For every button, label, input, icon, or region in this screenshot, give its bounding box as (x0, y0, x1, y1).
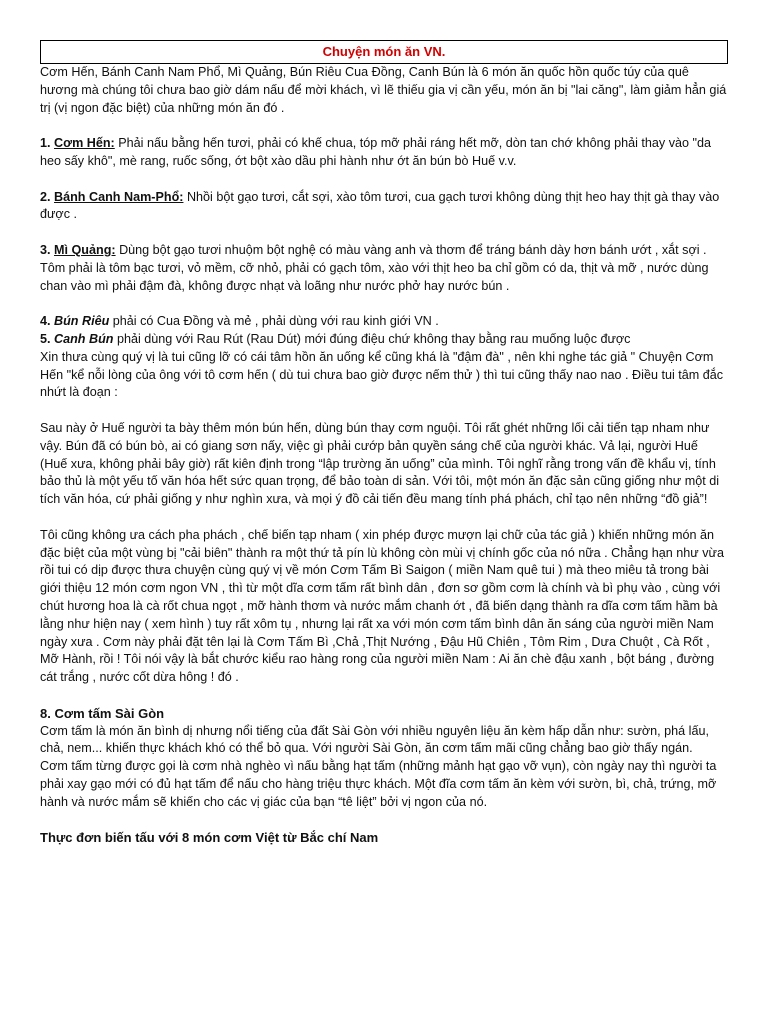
item-name: Canh Bún (54, 331, 114, 346)
section-8-paragraph-1: Cơm tấm là món ăn bình dị nhưng nổi tiếng của đất Sài Gòn với nhiều nguyên liệu ăn kèm hấp dẫn như: sườn, phá lấu, chả, nem... khiến thực khách khó có thể bỏ qua. Với người Sài Gòn, ăn cơm tấm mãi cũng chẳng bao giờ thấy ngán. (40, 723, 709, 756)
list-item-mi-quang: 3. Mì Quảng: Dùng bột gạo tươi nhuộm bột nghệ có màu vàng anh và thơm để tráng bánh dày hơn bánh ướt , xắt sợi . Tôm phải là tôm bạc tươi, vỏ mềm, cỡ nhỏ, phải có gạch tôm, xào với thịt heo ba chỉ gồm có da, thịt và mỡ , nước dùng chan vào mì phải đậm đà, không được nhạt và loãng như nước phở hay nước bún . (40, 242, 709, 293)
section-8-heading: 8. Cơm tấm Sài Gòn (40, 705, 165, 721)
response-paragraph: Xin thưa cùng quý vị là tui cũng lỡ có cái tâm hồn ăn uống kể cũng khá là "đậm đà" , nên khi nghe tác giả " Chuyện Cơm Hến "kể nỗi lòng của ông với tô cơm hến ( dù tui chưa bao giờ được nếm thử ) thì tui cũng thấy nao nao . Điều tui tâm đắc nhứt là đoạn : (40, 349, 724, 400)
list-item-banh-canh: 2. Bánh Canh Nam-Phổ: Nhồi bột gạo tươi, cắt sợi, xào tôm tươi, cua gạch tươi không dùng thịt heo hay thịt gà thay vào được . (40, 189, 720, 222)
document-title: Chuyện món ăn VN. (322, 44, 446, 59)
quote-paragraph: Sau này ở Huế người ta bày thêm món bún hến, dùng bún thay cơm nguội. Tôi rất ghét những lối cải tiến tạp nham như vậy. Bún đã có bún bò, ai có giang sơn nấy, việc gì phải cướp bản quyền sáng chế của người khác. Vả lại, người Huế (Huế xưa, không phải bây giờ) rất kiên định trong “lập trường ăn uống” của mình. Tôi nghĩ rằng trong vấn đề khẩu vị, tính bảo thủ là một yếu tố văn hóa hết sức quan trọng, để bảo toàn di sản. Với tôi, một món ăn đặc sản cũng giống như một di tích văn hóa, cứ phải giống y như nghìn xưa, và mọi ý đồ cải tiến đều mang tính phá phách, chỉ tạo nên những “đồ giả”! (40, 420, 720, 507)
list-item-com-hen: 1. Cơm Hến: Phải nấu bằng hến tươi, phải có khế chua, tóp mỡ phải ráng hết mỡ, dòn tan chớ không phải thay vào "da heo sấy khô", mè rang, ruốc sống, ớt bột xào dầu phi hành như ớt ăn bún bò Huế v.v. (40, 136, 711, 168)
final-heading: Thực đơn biến tấu với 8 món cơm Việt từ Bắc chí Nam (40, 830, 379, 846)
document-page (40, 40, 728, 847)
section-8-paragraph-2: Cơm tấm từng được gọi là cơm nhà nghèo vì nấu bằng hạt tấm (những mảnh hạt gạo vỡ vụn), còn ngày nay thì người ta phải xay gạo mới có đủ hạt tấm để nấu cho hàng triệu thực khách. Một đĩa cơm tấm ăn kèm với sườn, bì, chả, trứng, mỡ hành và nước mắm sẽ khiến cho các vị giác của bạn “tê liệt” bởi vị ngon của nó. (40, 759, 717, 809)
list-item-canh-bun: 5. Canh Bún phải dùng với Rau Rút (Rau Dút) mới đúng điệu chứ không thay bằng rau muống luộc được (40, 331, 631, 346)
intro-paragraph: Cơm Hến, Bánh Canh Nam Phổ, Mì Quảng, Bún Riêu Cua Đồng, Canh Bún là 6 món ăn quốc hồn quốc túy của quê hương mà chúng tôi chưa bao giờ dám nấu để mời khách, vì lẽ thiếu gia vị cần yếu, món ăn bị "lai căng", làm giảm hẳn giá trị (vị ngon đặc biệt) của những món ăn đó . (40, 65, 727, 115)
com-tam-paragraph: Tôi cũng không ưa cách pha phách , chế biến tạp nham ( xin phép được mượn lại chữ của tác giả ) khiến những món ăn đặc biệt của một vùng bị "cải biên" thành ra một thứ tả pín lù không còn mùi vị chính gốc của nó nữa . Chẳng hạn như vừa rồi tui có dịp được thưa chuyện cùng quý vị về món Cơm Tấm Bì Saigon ( miền Nam quê tui ) mà theo miêu tả trong bài giới thiệu 12 món cơm ngon VN , thì từ một dĩa cơm tấm rất bình dân , đơn sơ gồm cơm là chính và bì phụ vào , cùng với chút hương hoa là cà rốt chua ngọt , mỡ hành thơm và nước mắm chanh ớt , đã biến dạng thành ra dĩa cơm tấm hầm bà lằng như hiện nay ( xem hình ) tuy rất xôm tụ , nhưng lại rất xa với món cơm tấm bình dân ăn sáng của người miền Nam ngày xưa . Cơm này phải đặt tên lại là Cơm Tấm Bì ,Chả ,Thịt Nướng , Đậu Hũ Chiên , Tôm Rim , Dưa Chuột , Cà Rốt , Mỡ Hành, rồi ! Tôi nói vậy là bắt chước kiểu rao hàng rong của người miền Nam : Ai ăn chè đậu xanh , bột báng , đường cát trắng , nước cốt dừa hông ! đó . (40, 527, 724, 685)
list-item-bun-rieu: 4. Bún Riêu phải có Cua Đồng và mẻ , phải dùng với rau kinh giới VN . (40, 314, 439, 329)
title-box (40, 40, 728, 64)
item-name: Bánh Canh Nam-Phổ: (54, 189, 184, 204)
item-name: Bún Riêu (54, 314, 110, 329)
item-name: Mì Quảng: (54, 242, 116, 257)
item-name: Cơm Hến: (54, 136, 115, 151)
